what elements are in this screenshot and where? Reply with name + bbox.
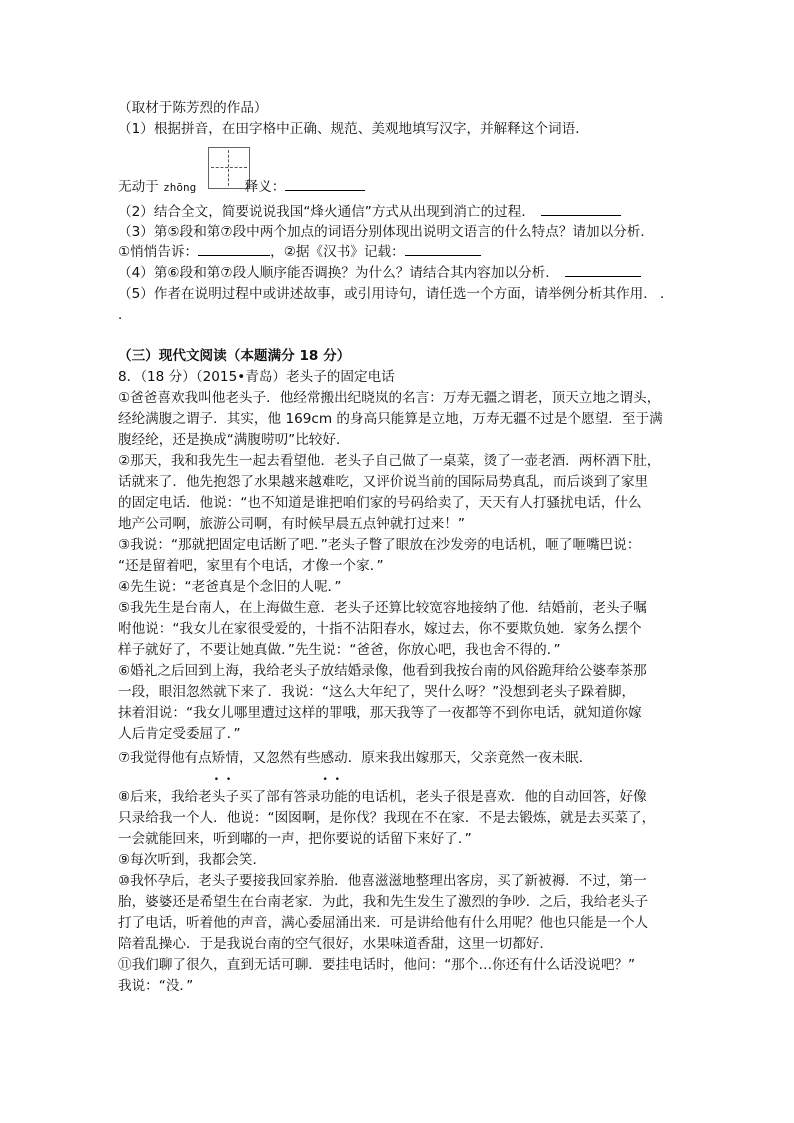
paragraph-line: ③我说：“那就把固定电话断了吧．”老头子瞥了眼放在沙发旁的电话机，咂了咂嘴巴说： [118,537,641,553]
paragraph-line: ⑧后来，我给老头子买了部有答录功能的电话机，老头子很是喜欢．他的自动回答，好像 [118,789,647,805]
para7-text: ，又忽然有些 [238,750,321,766]
pinyin: zhōng [163,181,197,194]
paragraph-line: 样子就好了，不要让她真做．”先生说：“爸爸，你放心吧，我也舍不得的．” [118,642,561,658]
para7-text: ⑦我觉得他有点 [118,750,212,766]
paragraph-line: 抹着泪说：“我女儿哪里遭过这样的罪哦，那天我等了一夜都等不到你电话，就知道你嫁 [118,705,642,721]
answer-blank[interactable] [285,177,365,191]
paragraph-line: “还是留着吧，家里有个电话，才像一个家．” [118,558,384,574]
question-1: （1）根据拼音，在田字格中正确、规范、美观地填写汉字，并解释这个词语． [118,121,589,137]
question-5 [118,284,674,304]
meaning-label: 释义： [244,179,286,195]
paragraph-7 [118,748,592,768]
paragraph-line: 人后肯定受委屈了．” [118,726,241,742]
para7-text: ．原来我出嫁那天，父亲竟然一夜未眠． [347,750,593,766]
paragraph-line: 陪着乱操心．于是我说台南的空气很好，水果味道香甜，这里一切都好． [118,936,553,952]
question-4-text: （4）第⑥段和第⑦段人顺序能否调换？为什么？请结合其内容加以分析． [118,265,559,281]
item-title: 8．（18 分）（2015•青岛）老头子的固定电话 [118,369,395,385]
paragraph-line: 咐他说：“我女儿在家很受爱的，十指不沾阳春水，嫁过去，你不要欺负她．家务么摆个 [118,621,642,637]
question-3-answers [118,242,481,262]
paragraph-line: 胎，婆婆还是希望生在台南老家．为此，我和先生发生了激烈的争吵．之后，我给老头子 [118,894,649,910]
emphasized-word: 感动 • • [321,748,348,768]
question-3: （3）第⑤段和第⑦段中两个加点的词语分别体现出说明文语言的什么特点？请加以分析． [118,224,654,240]
answer-b-label: ，②据《汉书》记载： [270,244,405,260]
paragraph-line: 打了电话，听着他的声音，满心委屈涌出来．可是讲给他有什么用呢？他也只能是一个人 [118,915,649,931]
section-heading: （三）现代文阅读（本题满分 18 分） [118,348,351,364]
answer-blank[interactable] [198,242,270,256]
question-2-text: （2）结合全文，简要说说我国“烽火通信”方式从出现到消亡的过程． [118,204,535,220]
paragraph-line: ⑪我们聊了很久，直到无话可聊．要挂电话时，他问：“那个…你还有什么话没说吧？” [118,957,636,973]
paragraph-line: ②那天，我和我先生一起去看望他．老头子自己做了一桌菜，烫了一壶老酒．两杯酒下肚， [118,453,661,469]
answer-blank[interactable] [405,242,481,256]
paragraph-line: 只录给我一个人．他说：“囡囡啊，是你伐？我现在不在家．不是去锻炼，就是去买菜了， [118,810,656,826]
source-note: （取材于陈芳烈的作品） [118,100,268,116]
paragraph-line: 经纶满腹之谓子．其实，他 169cm 的身高只能算是立地，万寿无疆不过是个愿望．至于满 [118,411,663,427]
paragraph-line: 我说：“没．” [118,978,194,994]
paragraph-line: ⑥婚礼之后回到上海，我给老头子放结婚录像，他看到我按台南的风俗跪拜给公婆奉茶那 [118,663,647,679]
emphasized-word: 矫情 • • [212,748,239,768]
paragraph-line: ⑤我先生是台南人，在上海做生意．老头子还算比较宽容地接纳了他．结婚前，老头子嘱 [118,600,647,616]
paragraph-line: 的固定电话．他说：“也不知道是谁把咱们家的号码给卖了，天天有人打骚扰电话，什么 [118,495,642,511]
paragraph-line: 一会就能回来，听到嘟的一声，把你要说的话留下来好了．” [118,831,472,847]
paragraph-line: ⑩我怀孕后，老头子要接我回家养胎．他喜滋滋地整理出客房，买了新被褥．不过，第一 [118,873,647,889]
question-1-answer-line [118,177,365,197]
paragraph-line: 地产公司啊，旅游公司啊，有时候早晨五点钟就打过来！” [118,516,465,532]
trailing-dot: ． [660,286,674,302]
answer-blank[interactable] [541,202,621,216]
answer-blank[interactable] [565,263,641,277]
trailing-dot: ． [118,307,132,323]
paragraph-line: ④先生说：“老爸真是个念旧的人呢．” [118,579,342,595]
paragraph-line: 话就来了．他先抱怨了水果越来越难吃，又评价说当前的国际局势真乱，而后谈到了家里 [118,474,649,490]
paragraph-line: 一段，眼泪忽然就下来了．我说：“这么大年纪了，哭什么呀？”没想到老头子跺着脚， [118,684,636,700]
answer-a-label: ①悄悄告诉： [118,244,199,260]
paragraph-line: 腹经纶，还是换成“满腹唠叨”比较好． [118,432,350,448]
paragraph-line: ①爸爸喜欢我叫他老头子．他经常搬出纪晓岚的名言：万寿无疆之谓老，顶天立地之谓头， [118,390,661,406]
word-prefix: 无动于 [118,179,159,195]
question-2 [118,202,621,222]
question-4 [118,263,641,283]
paragraph-line: ⑨每次听到，我都会笑． [118,852,267,868]
question-5-text: （5）作者在说明过程中或讲述故事，或引用诗句，请任选一个方面，请举例分析其作用． [118,286,651,302]
